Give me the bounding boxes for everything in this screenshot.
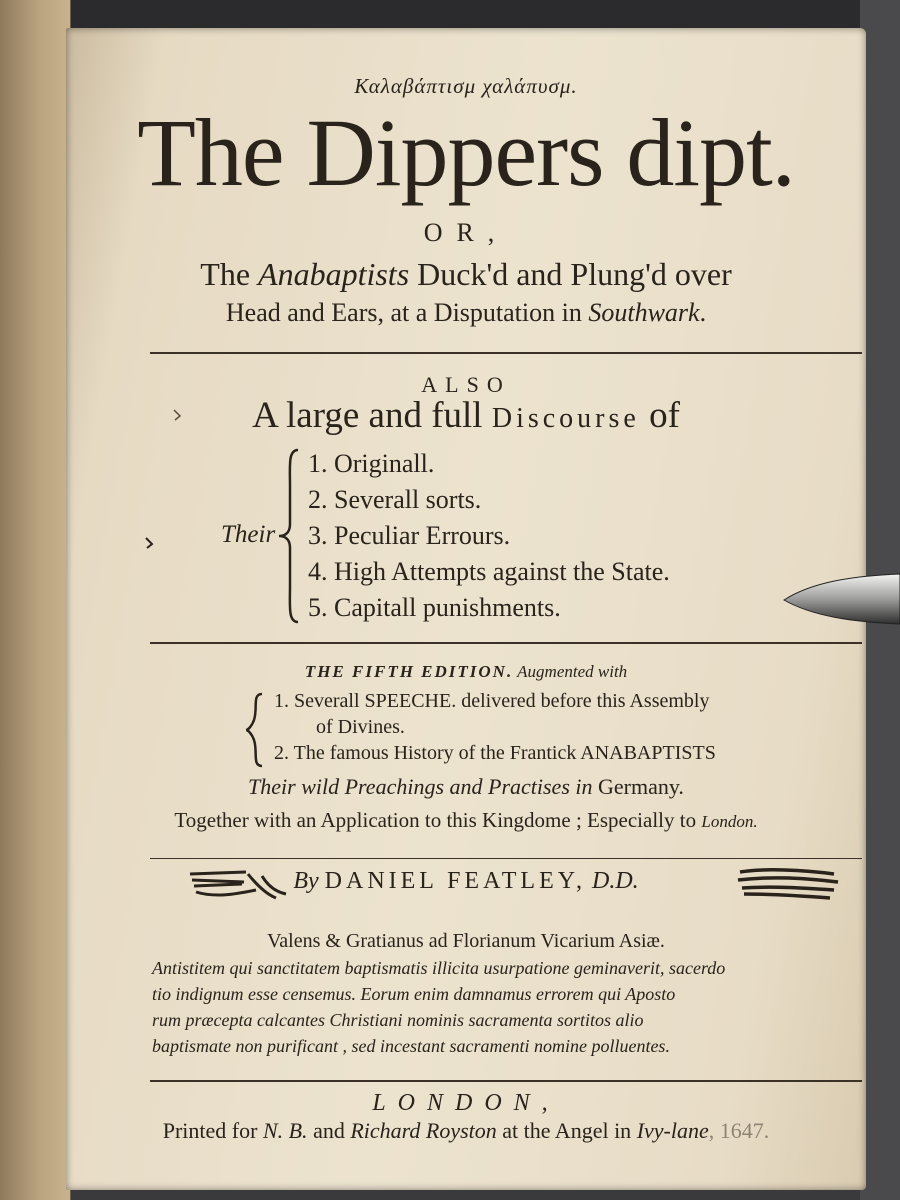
title-page: [66, 28, 866, 1190]
or-line: OR,: [423, 218, 509, 247]
divider-rule: [150, 642, 862, 644]
their-list: [308, 446, 670, 626]
latin-quote-line: Antistitem qui sanctitatem baptismatis illicita usurpatione geminaverit, sacerdo: [152, 958, 726, 978]
augmentation-item-1: 1. Severall SPEECHE. delivered before this Assembly: [274, 690, 710, 712]
list-item: 3. Peculiar Errours.: [308, 521, 511, 550]
list-item: 4. High Attempts against the State.: [308, 557, 670, 586]
page-title: The Dippers dipt.: [137, 99, 795, 206]
speeches-brace: [244, 690, 270, 770]
imprint-line: Printed for N. B. and Richard Royston at the Angel in Ivy-lane, 1647.: [162, 1118, 770, 1143]
augmentation-item-1-continued: of Divines.: [316, 716, 405, 738]
augmentation-item-2: 2. The famous History of the Frantick ANABAPTISTS: [274, 742, 716, 764]
discourse-heading: A large and full Discourse of: [252, 395, 680, 436]
list-item: 5. Capitall punishments.: [308, 593, 561, 622]
list-item: 1. Originall.: [308, 449, 435, 478]
greek-epigraph: Καλαβάπτισμ χαλάπυσμ.: [354, 74, 578, 98]
ink-scribble: [734, 864, 844, 904]
divider-rule: [150, 352, 862, 354]
page-pointer-icon: [782, 568, 900, 628]
author-line: By DANIEL FEATLEY, D.D.: [293, 868, 639, 894]
latin-quote-line: rum præcepta calcantes Christiani nominis sacramenta sortitos alio: [152, 1010, 644, 1030]
list-item: 2. Severall sorts.: [308, 485, 482, 514]
margin-tick-mark: [172, 408, 182, 422]
imprint-city: LONDON,: [372, 1090, 560, 1116]
left-brace: [276, 446, 306, 626]
divider-rule: [150, 1080, 862, 1082]
subtitle-line-1: The Anabaptists Duck'd and Plung'd over: [200, 256, 732, 292]
latin-quote-line: baptismate non purificant , sed incestant sacramenti nomine polluentes.: [152, 1036, 670, 1056]
latin-quote-line: tio indignum esse censemus. Eorum enim damnamus errorem qui Aposto: [152, 984, 676, 1004]
together-line: Together with an Application to this Kingdome ; Especially to London.: [174, 808, 758, 832]
also-heading: ALSO: [421, 372, 511, 397]
facing-page-edge: [0, 0, 71, 1200]
subtitle-line-2: Head and Ears, at a Disputation in Southwark.: [225, 298, 707, 327]
wild-preachings-line: Their wild Preachings and Practises in Germany.: [248, 774, 684, 799]
fifth-edition-line: THE FIFTH EDITION. Augmented with: [304, 662, 628, 681]
their-label: Their: [221, 521, 276, 548]
valens-heading: Valens & Gratianus ad Florianum Vicarium Asiæ.: [267, 930, 665, 952]
margin-tick-mark: [144, 536, 154, 550]
divider-rule: [150, 858, 862, 859]
